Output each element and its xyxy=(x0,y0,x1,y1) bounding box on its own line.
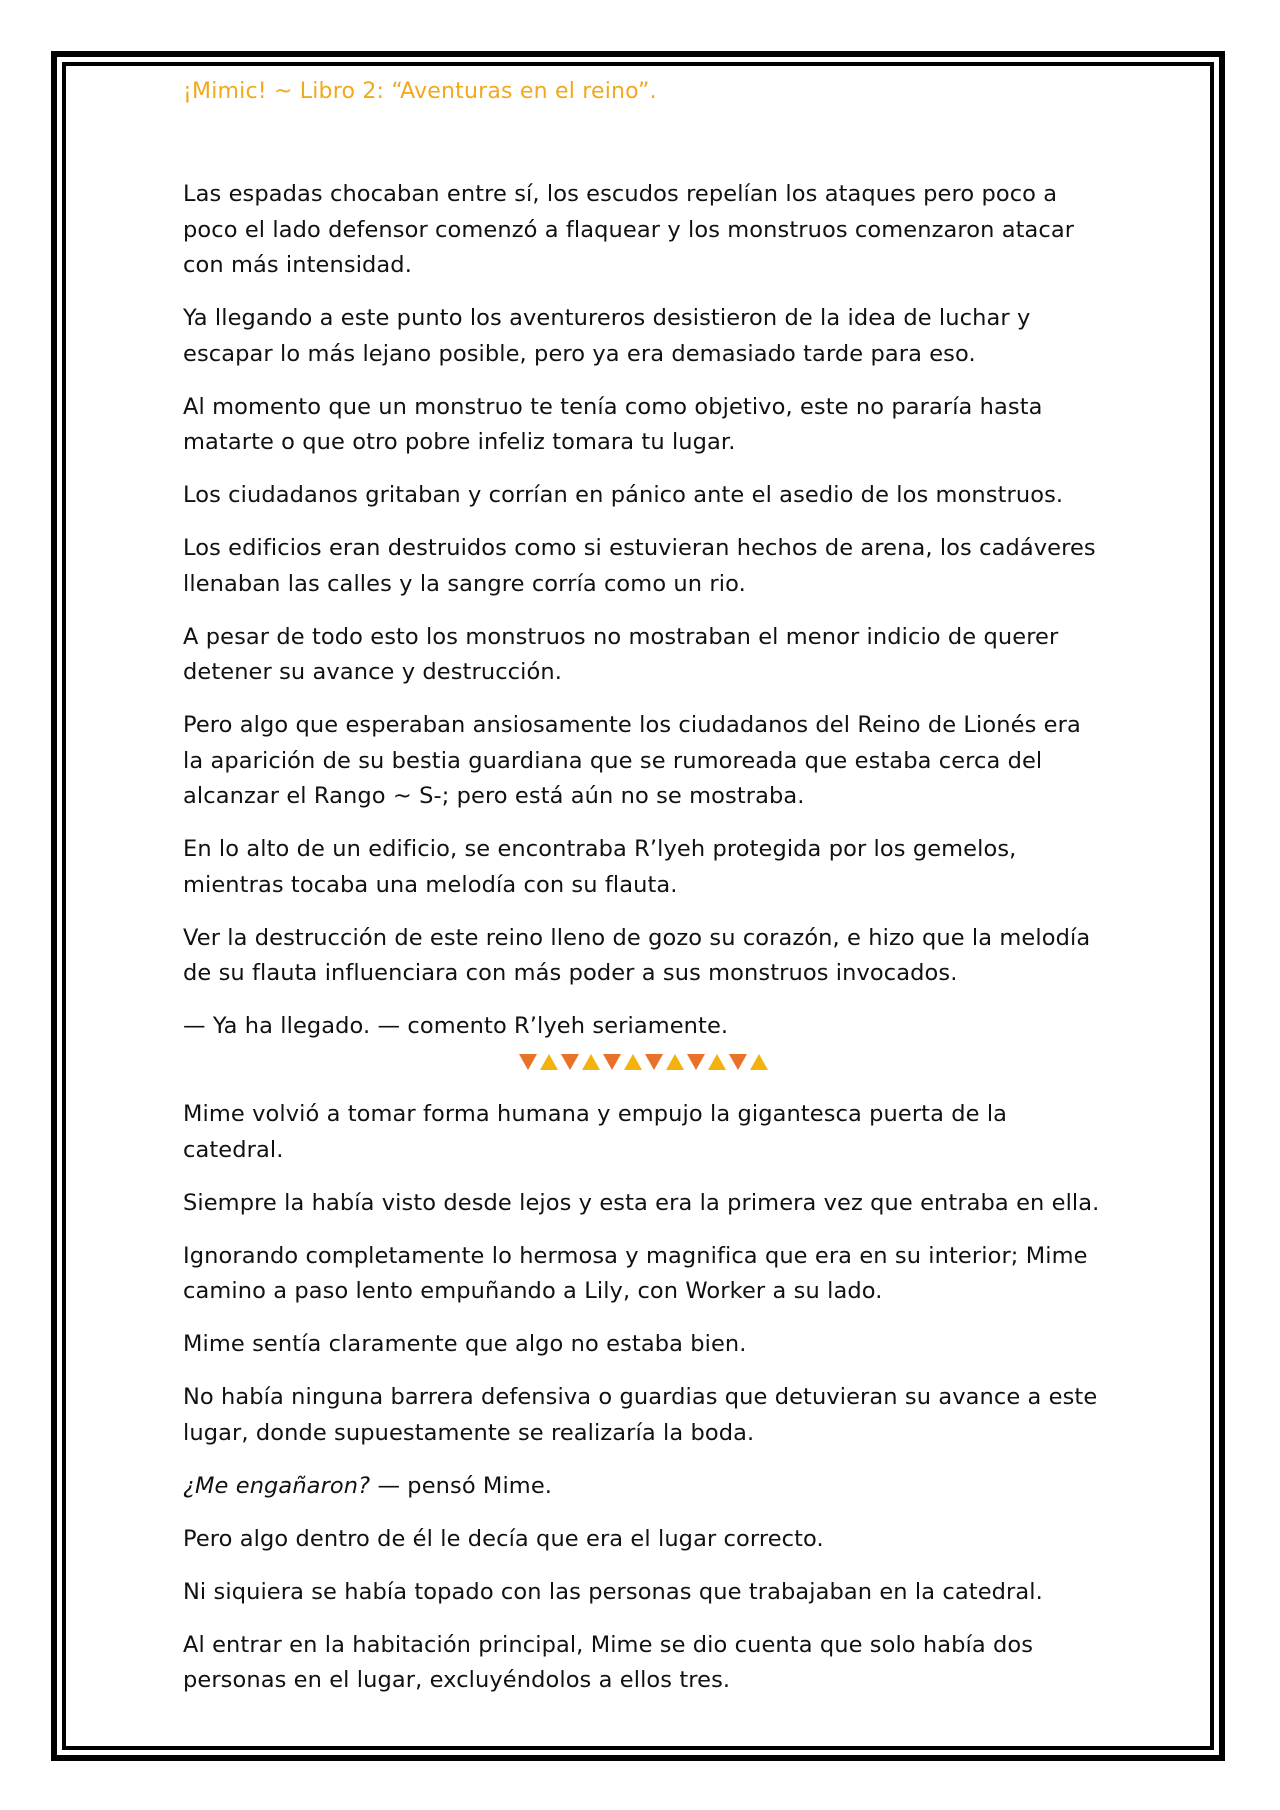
paragraph: En lo alto de un edificio, se encontraba R’lyeh protegida por los gemelos, mientras tocaba una melodía con su flauta. xyxy=(183,836,1017,898)
thought-paragraph xyxy=(183,1469,1103,1505)
paragraph: Al entrar en la habitación principal, Mime se dio cuenta que solo había dos personas en el lugar, excluyéndolos a ellos tres. xyxy=(183,1631,1034,1693)
scene-break-divider xyxy=(183,1045,1103,1080)
paragraph: Ignorando completamente lo hermosa y magnifica que era en su interior; Mime camino a paso lento empuñando a Lily, con Worker a su lado. xyxy=(183,1242,1088,1304)
triangle-up-icon xyxy=(708,1054,726,1070)
section-one xyxy=(183,177,1103,1045)
paragraph: Ya llegando a este punto los aventureros desistieron de la idea de luchar y escapar lo más lejano posible, pero ya era demasiado tarde para eso. xyxy=(183,305,1031,367)
thought-text: ¿Me engañaron? xyxy=(183,1472,371,1499)
page-content xyxy=(183,75,1103,1699)
triangle-up-icon xyxy=(582,1054,600,1070)
triangle-up-icon xyxy=(750,1054,768,1070)
paragraph: Las espadas chocaban entre sí, los escudos repelían los ataques pero poco a poco el lado defensor comenzó a flaquear y los monstruos comenzaron atacar con más intensidad. xyxy=(183,181,1075,278)
paragraph: Los ciudadanos gritaban y corrían en pánico ante el asedio de los monstruos. xyxy=(183,482,1064,508)
paragraph: Mime volvió a tomar forma humana y empujo la gigantesca puerta de la catedral. xyxy=(183,1101,1008,1163)
paragraph: A pesar de todo esto los monstruos no mostraban el menor indicio de querer detener su avance y destrucción. xyxy=(183,623,1059,685)
paragraph: Siempre la había visto desde lejos y esta era la primera vez que entraba en ella. xyxy=(183,1189,1100,1216)
paragraph: No había ninguna barrera defensiva o guardias que detuvieran su avance a este lugar, donde supuestamente se realizaría la boda. xyxy=(183,1384,1098,1446)
triangle-up-icon xyxy=(624,1054,642,1070)
paragraph: Los edificios eran destruidos como si estuvieran hechos de arena, los cadáveres llenaban las calles y la sangre corría como un rio. xyxy=(183,535,1096,597)
paragraph: Al momento que un monstruo te tenía como objetivo, este no pararía hasta matarte o que otro pobre infeliz tomara tu lugar. xyxy=(183,393,1043,455)
triangle-down-icon xyxy=(561,1054,579,1070)
body-text xyxy=(183,177,1103,1699)
paragraph: Pero algo que esperaban ansiosamente los ciudadanos del Reino de Lionés era la aparición de su bestia guardiana que se rumoreada que estaba cerca del alcanzar el Rango ~ S-; pero está aún no se mostraba. xyxy=(183,712,1081,809)
paragraph: Mime sentía claramente que algo no estaba bien. xyxy=(183,1331,747,1357)
triangle-down-icon xyxy=(687,1054,705,1070)
triangle-down-icon xyxy=(603,1054,621,1070)
triangle-up-icon xyxy=(666,1054,684,1070)
triangle-up-icon xyxy=(540,1054,558,1070)
book-header: ¡Mimic! ~ Libro 2: “Aventuras en el reino”. xyxy=(183,79,657,104)
paragraph: Pero algo dentro de él le decía que era el lugar correcto. xyxy=(183,1525,824,1552)
dialogue-paragraph: — Ya ha llegado. — comento R’lyeh seriamente. xyxy=(183,1013,729,1039)
paragraph: Ni siquiera se había topado con las personas que trabajaban en la catedral. xyxy=(183,1578,1043,1605)
section-two xyxy=(183,1097,1103,1699)
triangle-down-icon xyxy=(519,1054,537,1070)
paragraph: Ver la destrucción de este reino lleno de gozo su corazón, e hizo que la melodía de su flauta influenciara con más poder a sus monstruos invocados. xyxy=(183,924,1091,986)
thought-attribution: — pensó Mime. xyxy=(370,1472,553,1499)
triangle-down-icon xyxy=(645,1054,663,1070)
triangle-down-icon xyxy=(729,1054,747,1070)
